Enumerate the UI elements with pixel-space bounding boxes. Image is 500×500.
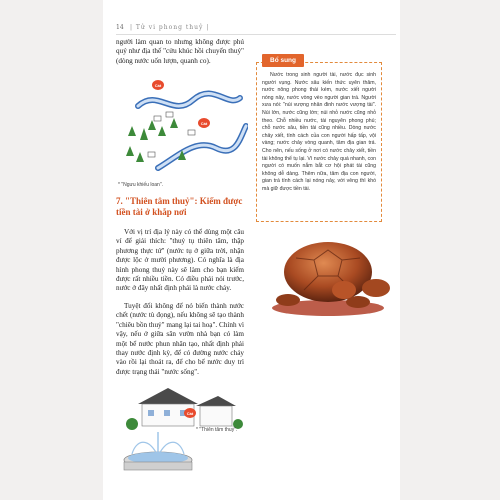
supplement-text: Nước trong sinh người tài, nước đục sinh người vụng. Nước sâu kiến thức uyên thâm, nước nông phong thái kém, nước xiết người nóng nảy, nước vòng vèo người gian trá. Người xưa nói: "núi vượng nhân đinh nước vượng tài". Núi lớn, nước cũng lớn; núi nhỏ nước cũng nhỏ theo. Chỗ nhiều nước, tài nguyên phong phú; chỗ nước sâu, tiền tài cũng nhiều. Dòng nước chảy xiết, tính cách của con người hấp tấp, vội vàng; nước chảy vòng quanh, tâm địa gian trá. Cho nên, nếu sống ở nơi có nước chảy xiết, tiền tài không thể tụ lại. Vì nước chảy quá nhanh, con người có muốn nắm bắt cơ hội phát tài cũng không dễ dàng. Thêm nữa, tâm địa con người, gian trá tính cách lại nóng nảy, với vẻng thì khó mà giữ được tiền tài. <box>262 72 376 192</box>
river-bend-illustration <box>118 78 248 178</box>
running-header <box>116 22 396 35</box>
baby-turtle <box>332 281 356 299</box>
section-paragraph-1: Với vị trí địa lý này có thể dùng một câu ví để giải thích: "thuỷ tụ thiên tâm, thập phương thực tứ" (nước tụ ở giữa trời, nhận được lộc ở mười phương). Có nghĩa là địa hình phong thuỷ này sẽ làm cho bạn kiếm được rất nhiều tiền. Có điều phải nói trước, nước ở đây nhất định phải là nước chảy. <box>116 228 244 293</box>
running-title: | Tử vi phong thuỷ | <box>130 24 210 31</box>
turtle-shell <box>284 242 372 302</box>
section-heading: 7. "Thiên tâm thuỷ": Kiếm được tiền tài ở khắp nơi <box>116 196 243 217</box>
turtle-leg <box>276 294 300 306</box>
figure2-caption-text: "Thiên tâm thuỷ". <box>199 427 238 433</box>
fountain <box>124 432 192 470</box>
house <box>138 388 236 426</box>
turtle-head <box>362 279 390 297</box>
good-badge-3: Cát <box>184 408 196 418</box>
figure1-caption: * "Ngưu khiếu loan". <box>118 182 163 188</box>
good-badge-1: Cát <box>152 80 164 90</box>
figure1-caption-text: "Ngưu khiếu loan". <box>121 182 163 188</box>
intro-paragraph: người làm quan to nhưng không được phú quý như địa thế "cửu khúc hồi chuyển thuỷ" (dòng nước uốn lượn, quanh co). <box>116 38 244 65</box>
turtle-statue-photo <box>258 220 398 320</box>
figure2-caption: * "Thiên tâm thuỷ". <box>196 427 238 433</box>
section-paragraph-2: Tuyệt đối không để nó biến thành nước chết (nước tù đọng), nếu không sẽ tạo thành "chiêu bồn thuỷ" mang lại tai hoạ". Chính vì vậy, nếu ở giữa sân vườn nhà bạn có làm một bể nước phun nhân tạo, nhất định phải thay nước định kỳ, để có đường nước chảy vào rồi lại thoát ra, để cho bể nước duy trì được trạng thái "nước sống". <box>116 302 244 376</box>
supplement-tab: Bổ sung <box>262 54 304 67</box>
good-badge-2: Cát <box>198 118 210 128</box>
page-number: 14 <box>116 24 124 31</box>
